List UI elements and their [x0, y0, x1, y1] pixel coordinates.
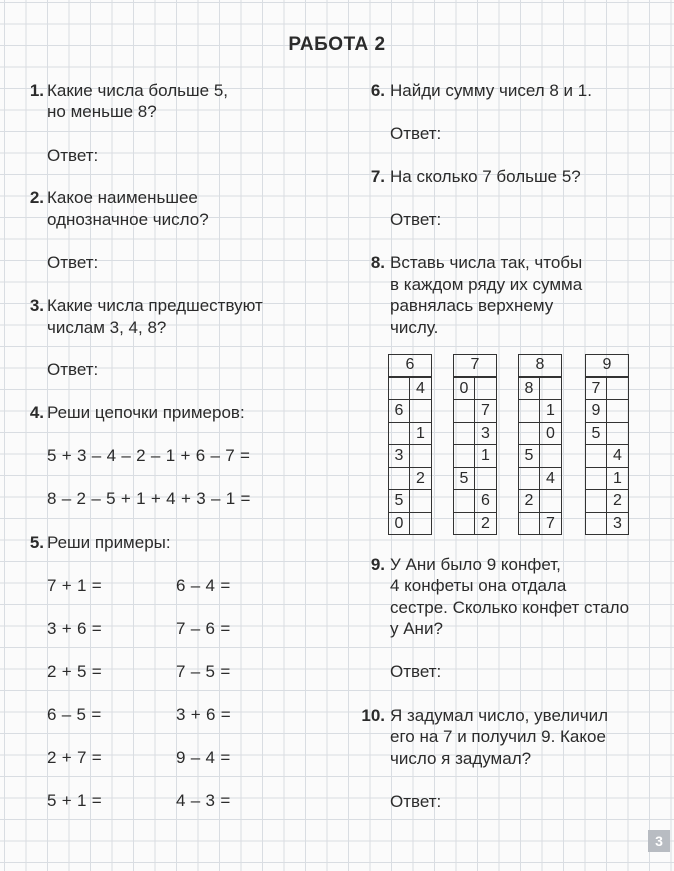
tower-cell[interactable]: 8	[519, 378, 540, 400]
task-1-answer-label: Ответ:	[47, 146, 99, 165]
tower-cell[interactable]: 3	[389, 445, 410, 467]
tower-cell[interactable]: 4	[416, 379, 425, 397]
task-3-line-2: числам 3, 4, 8?	[47, 318, 167, 337]
task-3-line-1: Какие числа предшествуют	[47, 296, 263, 315]
task-6-answer-label: Ответ:	[390, 124, 442, 143]
tower-cell[interactable]	[454, 400, 475, 422]
tower-cell[interactable]	[540, 378, 561, 400]
task-5-left-5: 2 + 7 =	[47, 748, 103, 767]
tower-top-number: 6	[389, 355, 431, 377]
tower-cell[interactable]: 6	[389, 400, 410, 422]
tower-cell[interactable]: 0	[546, 424, 555, 442]
task-5-right-3: 7 – 5 =	[176, 662, 231, 681]
tower-cell[interactable]: 1	[613, 469, 622, 487]
tower-cell[interactable]: 5	[586, 423, 607, 445]
task-8-number: 8.	[370, 253, 385, 272]
task-9-line-1: У Ани было 9 конфет,	[390, 555, 561, 574]
tower-cell[interactable]: 6	[481, 492, 490, 509]
page-number: 3	[648, 830, 670, 852]
task-7-line-1: На сколько 7 больше 5?	[390, 167, 581, 186]
task-9-number: 9.	[370, 555, 385, 574]
task-5-right-2: 7 – 6 =	[176, 619, 231, 638]
tower-top-number: 8	[519, 355, 561, 377]
number-tower-3	[518, 354, 562, 535]
tower-cell[interactable]	[410, 490, 431, 512]
tower-cell[interactable]: 1	[546, 402, 555, 419]
task-5-left-2: 3 + 6 =	[47, 619, 103, 638]
tower-cell[interactable]	[540, 445, 561, 467]
tower-cell[interactable]	[389, 378, 410, 400]
tower-cell[interactable]	[475, 468, 496, 490]
number-tower-2	[453, 354, 497, 535]
task-2-answer-label: Ответ:	[47, 253, 99, 272]
tower-cell[interactable]	[519, 400, 540, 422]
tower-cell[interactable]: 1	[416, 424, 425, 442]
task-5-number: 5.	[29, 533, 44, 552]
task-4-line-1: Реши цепочки примеров:	[47, 403, 245, 422]
tower-cell[interactable]	[586, 490, 607, 512]
tower-top-number: 9	[586, 355, 628, 377]
task-10-line-3: число я задумал?	[390, 749, 532, 768]
task-9-answer-label: Ответ:	[390, 662, 442, 681]
task-5-line-1: Реши примеры:	[47, 533, 171, 552]
task-5-left-4: 6 – 5 =	[47, 705, 102, 724]
tower-cell[interactable]: 5	[519, 445, 540, 467]
tower-cell[interactable]: 9	[586, 400, 607, 422]
task-7-answer-label: Ответ:	[390, 210, 442, 229]
task-5-right-4: 3 + 6 =	[176, 705, 232, 724]
tower-cell[interactable]: 7	[586, 378, 607, 400]
tower-cell[interactable]	[454, 490, 475, 512]
tower-cell[interactable]	[519, 423, 540, 445]
tower-cell[interactable]	[389, 423, 410, 445]
tower-cell[interactable]	[586, 445, 607, 467]
task-1-line-1: Какие числа больше 5,	[47, 81, 229, 100]
tower-cell[interactable]	[540, 490, 561, 512]
tower-cell[interactable]: 3	[613, 514, 622, 532]
tower-cell[interactable]: 0	[389, 513, 410, 535]
task-10-answer-label: Ответ:	[390, 792, 442, 811]
task-2-line-2: однозначное число?	[47, 210, 209, 229]
tower-cell[interactable]: 5	[389, 490, 410, 512]
task-3-answer-label: Ответ:	[47, 360, 99, 379]
tower-top-number: 7	[454, 355, 496, 377]
tower-cell[interactable]	[454, 445, 475, 467]
task-1-number: 1.	[29, 81, 44, 100]
tower-cell[interactable]: 0	[454, 378, 475, 400]
tower-cell[interactable]: 5	[454, 468, 475, 490]
tower-cell[interactable]	[410, 445, 431, 467]
task-10-line-2: его на 7 и получил 9. Какое	[390, 727, 606, 746]
task-5-right-6: 4 – 3 =	[176, 791, 231, 810]
task-5-right-1: 6 – 4 =	[176, 576, 231, 595]
tower-cell[interactable]	[475, 378, 496, 400]
tower-cell[interactable]	[607, 400, 628, 422]
task-6-number: 6.	[370, 81, 385, 100]
tower-cell[interactable]: 4	[546, 469, 555, 487]
task-4-number: 4.	[29, 403, 44, 422]
tower-cell[interactable]	[454, 513, 475, 535]
task-10-line-1: Я задумал число, увеличил	[390, 706, 609, 725]
tower-cell[interactable]: 7	[546, 514, 555, 532]
tower-cell[interactable]: 2	[519, 490, 540, 512]
tower-cell[interactable]: 2	[481, 514, 490, 532]
task-5-left-6: 5 + 1 =	[47, 791, 103, 810]
task-9-line-3: сестре. Сколько конфет стало	[390, 598, 630, 617]
task-8-line-2: в каждом ряду их сумма	[390, 275, 583, 294]
tower-cell[interactable]	[454, 423, 475, 445]
task-1-line-2: но меньше 8?	[47, 102, 157, 121]
tower-cell[interactable]	[519, 513, 540, 535]
tower-cell[interactable]: 2	[416, 469, 425, 487]
tower-cell[interactable]	[410, 400, 431, 422]
task-4-chain-2: 8 – 2 – 5 + 1 + 4 + 3 – 1 =	[47, 489, 251, 508]
tower-cell[interactable]	[519, 468, 540, 490]
tower-cell[interactable]	[410, 513, 431, 535]
tower-cell[interactable]: 2	[613, 492, 622, 509]
number-tower-1	[388, 354, 432, 535]
task-8-line-1: Вставь числа так, чтобы	[390, 253, 583, 272]
task-3-number: 3.	[29, 296, 44, 315]
task-5-left-3: 2 + 5 =	[47, 662, 103, 681]
task-8-line-3: равнялась верхнему	[390, 296, 554, 315]
task-8-line-4: числу.	[390, 318, 439, 337]
task-7-number: 7.	[370, 167, 385, 186]
tower-cell[interactable]	[607, 378, 628, 400]
tower-cell[interactable]: 1	[481, 447, 490, 464]
page-title: РАБОТА 2	[288, 34, 386, 55]
task-4-chain-1: 5 + 3 – 4 – 2 – 1 + 6 – 7 =	[47, 446, 251, 465]
number-tower-4	[585, 354, 629, 535]
task-5-left-1: 7 + 1 =	[47, 576, 103, 595]
tower-cell[interactable]: 3	[481, 424, 490, 442]
task-2-line-1: Какое наименьшее	[47, 188, 198, 207]
task-10-number: 10.	[361, 706, 385, 725]
tower-cell[interactable]	[607, 423, 628, 445]
tower-cell[interactable]: 7	[481, 402, 490, 419]
tower-cell[interactable]	[586, 513, 607, 535]
task-2-number: 2.	[29, 188, 44, 207]
task-9-line-2: 4 конфеты она отдала	[390, 576, 567, 595]
tower-cell[interactable]	[586, 468, 607, 490]
tower-cell[interactable]: 4	[613, 447, 622, 464]
task-6-line-1: Найди сумму чисел 8 и 1.	[390, 81, 592, 100]
task-9-line-4: у Ани?	[390, 619, 443, 638]
tower-cell[interactable]	[389, 468, 410, 490]
task-5-right-5: 9 – 4 =	[176, 748, 231, 767]
